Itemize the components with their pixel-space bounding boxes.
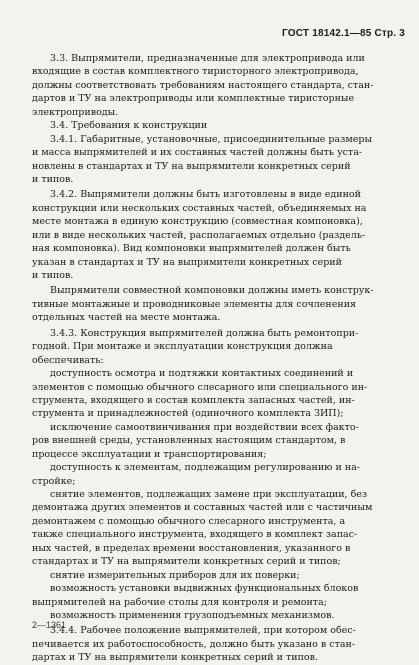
paragraph-joint-layout [32, 284, 404, 324]
section-3-4-2 [32, 188, 404, 282]
text-line: входящие в состав комплектного тиристорного электропривода, [32, 66, 359, 78]
text-line: демонтажем с помощью обычного слесарного инструмента, а [32, 515, 346, 527]
text-line: возможность установки выдвижных функциональных блоков [50, 583, 359, 595]
text-line: 3.4.3. Конструкция выпрямителей должна быть ремонтопри- [50, 327, 359, 339]
text-line: месте монтажа в единую конструкцию (совместная компоновка), [32, 216, 363, 228]
text-line: или в виде нескольких частей, располагаемых отдельно (раздель- [32, 229, 366, 241]
section-3-4-3 [32, 327, 404, 623]
text-line: снятие измерительных приборов для их поверки; [50, 569, 300, 581]
text-line: конструкции или нескольких составных частей, объединяемых на [32, 202, 367, 214]
text-line: новлены в стандартах и ТУ на выпрямители конкретных серий [32, 160, 351, 172]
text-line: и типов. [32, 173, 74, 185]
text-line: и масса выпрямителей и их составных частей должны быть уста- [32, 147, 363, 159]
text-line: должны соответствовать требованиям настоящего стандарта, стан- [32, 79, 374, 91]
text-line: ная компоновка). Вид компоновки выпрямителей должен быть [32, 243, 351, 255]
text-line: дартах и ТУ на выпрямители конкретных серий и типов. [32, 652, 319, 664]
section-3-4-1 [32, 133, 404, 187]
text-line: электроприводы. [32, 106, 119, 118]
text-line: дартов и ТУ на электроприводы или комплектные тиристорные [32, 93, 355, 105]
document-body [32, 52, 404, 665]
text-line: доступность осмотра и подтяжки контактных соединений и [50, 368, 354, 380]
text-line: струмента и принадлежностей (одиночного комплекта ЗИП); [32, 408, 344, 420]
text-line: годной. При монтаже и эксплуатации конструкция должна [32, 341, 333, 353]
text-line: 3.4.2. Выпрямители должны быть изготовлены в виде единой [50, 189, 361, 201]
text-line: 3.4.4. Рабочее положение выпрямителей, при котором обес- [50, 625, 356, 637]
text-line: ров внешней среды, установленных настоящим стандартом, в [32, 435, 346, 447]
text-line: стройке; [32, 475, 76, 487]
text-line: элементов с помощью обычного слесарного или специального ин- [32, 381, 368, 393]
text-line: стандартах и ТУ на выпрямители конкретных серий и типов; [32, 556, 341, 568]
text-line: также специального инструмента, входящего в комплект запас- [32, 529, 358, 541]
text-line: струмента, входящего в состав комплекта запасных частей, ин- [32, 394, 355, 406]
text-line: возможность применения грузоподъемных механизмов. [50, 609, 335, 621]
text-line: отдельных частей на месте монтажа. [32, 312, 221, 324]
text-line: выпрямителей на рабочие столы для контроля и ремонта; [32, 596, 327, 608]
section-3-4-4 [32, 624, 404, 664]
page-footer-sheet-number: 2—1361 [32, 620, 67, 630]
text-line: Выпрямители совместной компоновки должны иметь конструк- [50, 285, 374, 297]
text-line: демонтажа других элементов и составных частей или с частичным [32, 502, 373, 514]
text-line: исключение самоотвинчивания при воздействии всех факто- [50, 421, 359, 433]
text-line: доступность к элементам, подлежащим регулированию и на- [50, 462, 361, 474]
text-line: 3.3. Выпрямители, предназначенные для электропривода или [50, 53, 365, 64]
page-header: ГОСТ 18142.1—85 Стр. 3 [282, 28, 405, 39]
text-line: и типов. [32, 270, 74, 281]
text-line: снятие элементов, подлежащих замене при эксплуатации, без [50, 489, 368, 500]
section-3-4-heading: 3.4. Требования к конструкции [50, 120, 208, 132]
text-line: указан в стандартах и ТУ на выпрямители конкретных серий [32, 256, 342, 268]
text-line: печивается их работоспособность, должно быть указано в стан- [32, 638, 356, 650]
section-3-3 [32, 52, 404, 119]
text-line: 3.4.1. Габаритные, установочные, присоединительные размеры [50, 133, 373, 145]
text-line: процессе эксплуатации и транспортирования; [32, 448, 267, 460]
text-line: тивные монтажные и проводниковые элементы для сочленения [32, 298, 357, 310]
text-line: обеспечивать: [32, 354, 104, 366]
text-line: ных частей, в пределах времени восстановления, указанного в [32, 542, 351, 554]
